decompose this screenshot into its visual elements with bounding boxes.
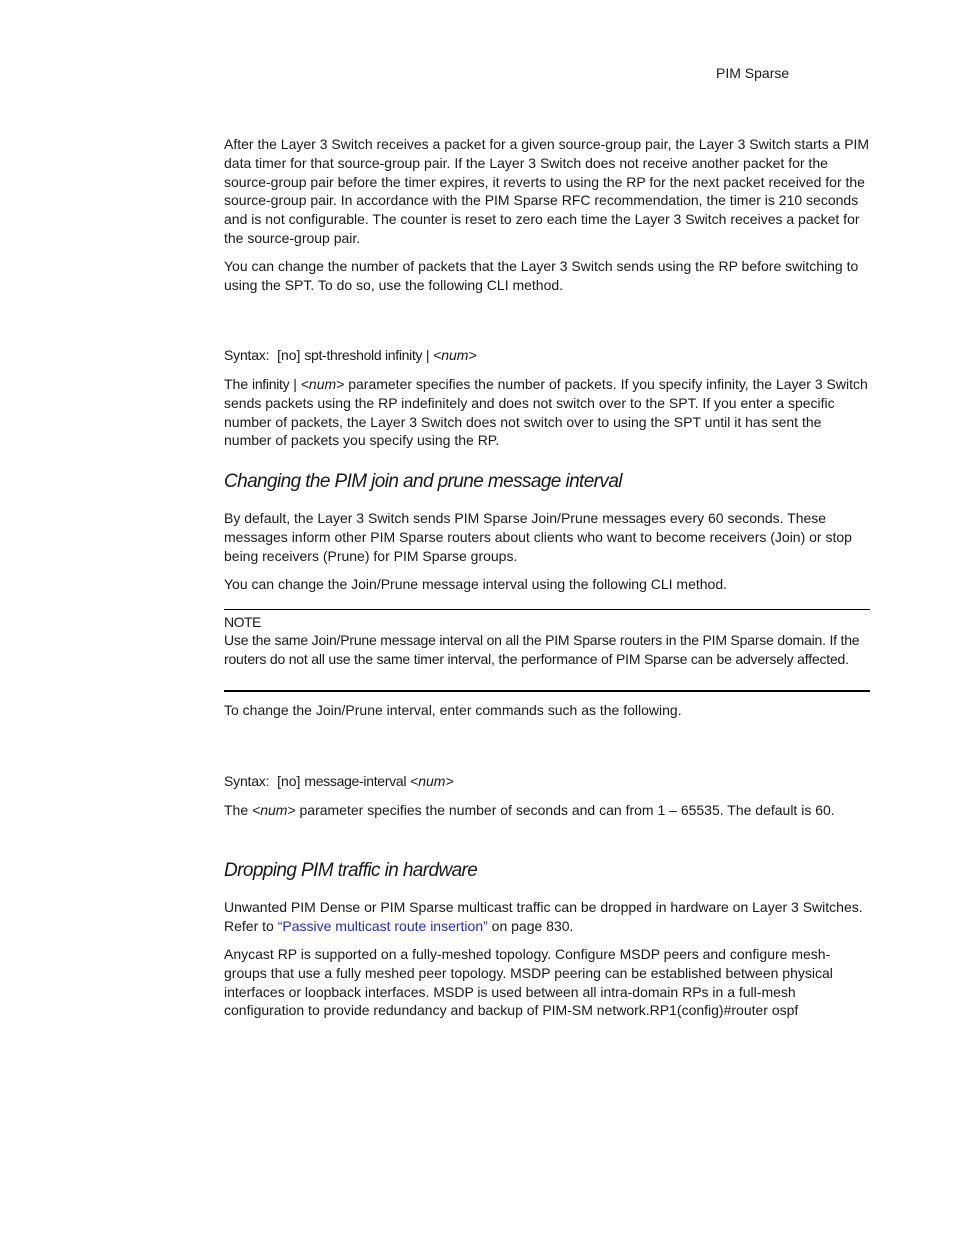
cross-reference-link[interactable]: “Passive multicast route insertion” <box>277 917 488 934</box>
text-rest: parameter specifies the number of packets. If you specify infinity, the Layer 3 Switch sends packets using the RP indefinitely and does not switch over to the SPT. If you enter a specific number of packets, the Layer 3 Switch does not switch over to using the SPT until it has sent the number of packets you specify using the RP. <box>224 376 868 449</box>
syntax-argument: <num> <box>410 773 454 789</box>
text-separator: | <box>289 376 301 392</box>
text-pre: Unwanted PIM Dense or PIM Sparse multicast traffic can be dropped in hardware on Layer 3 Switches. Refer to <box>224 899 863 934</box>
text-lead: The <box>224 376 249 392</box>
syntax-command: message-interval <box>304 773 407 789</box>
note-box <box>224 609 870 692</box>
running-header: PIM Sparse <box>716 65 790 81</box>
heading-join-prune-interval: Changing the PIM join and prune message interval <box>224 471 622 492</box>
text-post: on page 830. <box>487 917 574 934</box>
syntax-label: Syntax: <box>224 773 270 789</box>
syntax-label: Syntax: <box>224 347 270 363</box>
paragraph-drop-hardware <box>224 898 870 936</box>
note-title: NOTE <box>224 614 261 630</box>
syntax-command: spt-threshold infinity | <box>304 347 430 363</box>
paragraph-spt-timer: After the Layer 3 Switch receives a packet for a given source-group pair, the Layer 3 Switch starts a PIM data timer for that source-group pair. If the Layer 3 Switch does not receive another packet for the source-group pair before the timer expires, it reverts to using the RP for the next packet received for the source-group pair. In accordance with the PIM Sparse RFC recommendation, the timer is 210 seconds and is not configurable. The counter is reset to zero each time the Layer 3 Switch receives a packet for the source-group pair. <box>224 136 870 246</box>
text-lead: The <box>224 802 253 818</box>
paragraph-join-prune-default: By default, the Layer 3 Switch sends PIM Sparse Join/Prune messages every 60 seconds. These messages inform other PIM Sparse routers about clients who want to become receivers (Join) or stop being receivers (Prune) for PIM Sparse groups. <box>224 510 852 564</box>
argument-num: <num> <box>300 376 345 392</box>
note-body: Use the same Join/Prune message interval on all the PIM Sparse routers in the PIM Sparse domain. If the routers do not all use the same timer interval, the performance of PIM Sparse can be adversely affected. <box>224 632 860 667</box>
paragraph-change-interval: You can change the Join/Prune message interval using the following CLI method. <box>224 576 728 592</box>
paragraph-infinity-param <box>224 375 870 450</box>
paragraph-enter-commands: To change the Join/Prune interval, enter commands such as the following. <box>224 702 682 718</box>
text-rest: parameter specifies the number of seconds and can from 1 – 65535. The default is 60. <box>295 802 835 818</box>
syntax-message-interval <box>224 773 454 789</box>
keyword-infinity: infinity <box>252 376 290 392</box>
syntax-spt-threshold <box>224 347 477 363</box>
paragraph-change-packets: You can change the number of packets that the Layer 3 Switch sends using the RP before switching to using the SPT. To do so, use the following CLI method. <box>224 258 859 293</box>
paragraph-anycast-rp: Anycast RP is supported on a fully-meshed topology. Configure MSDP peers and configure mesh-groups that use a fully meshed peer topology. MSDP peering can be established between physical interfaces or loopback interfaces. MSDP is used between all intra-domain RPs in a full-mesh configuration to provide redundancy and backup of PIM-SM network.RP1(config)#router ospf <box>224 946 833 1019</box>
syntax-option: [no] <box>277 773 301 789</box>
heading-dropping-pim-traffic: Dropping PIM traffic in hardware <box>224 860 478 881</box>
argument-num: <num> <box>252 802 296 818</box>
syntax-argument: <num> <box>433 347 477 363</box>
syntax-option: [no] <box>277 347 301 363</box>
paragraph-num-param <box>224 801 870 820</box>
